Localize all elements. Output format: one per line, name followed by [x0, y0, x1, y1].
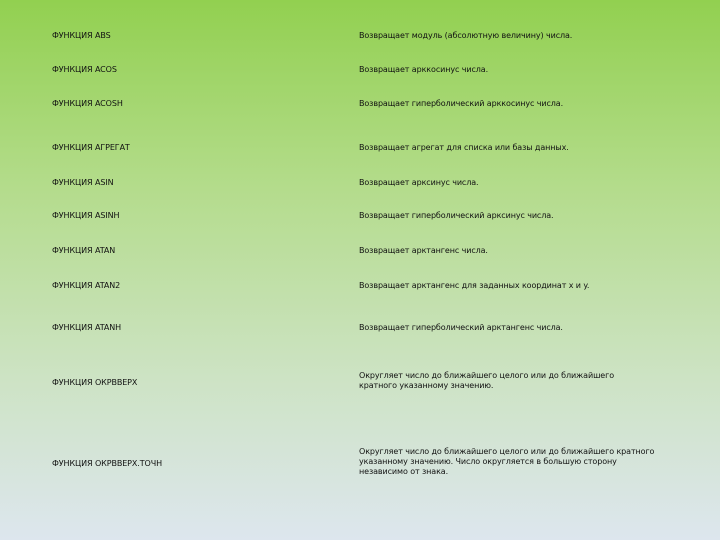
function-name: ФУНКЦИЯ ACOSH: [52, 99, 123, 108]
table-row: [0, 447, 720, 483]
function-description: Возвращает гиперболический арктангенс числа.: [359, 323, 563, 332]
function-description: Возвращает гиперболический арккосинус числа.: [359, 99, 564, 108]
function-description: Округляет число до ближайшего целого или до ближайшего кратного указанному значению. Число округляется в большую сторону независимо от знака.: [359, 447, 655, 476]
table-row: [0, 322, 720, 334]
function-description: Возвращает агрегат для списка или базы данных.: [359, 143, 569, 152]
function-name: ФУНКЦИЯ ASINH: [52, 211, 120, 220]
table-row: [0, 142, 720, 154]
function-name: ФУНКЦИЯ ОКРВВЕРХ.ТОЧН: [52, 459, 163, 468]
table-row: [0, 98, 720, 110]
function-description: Возвращает модуль (абсолютную величину) числа.: [359, 31, 573, 40]
table-row: [0, 64, 720, 76]
function-description: Округляет число до ближайшего целого или до ближайшего кратного указанному значению.: [359, 371, 615, 390]
function-name: ФУНКЦИЯ АГРЕГАТ: [52, 143, 130, 152]
function-name: ФУНКЦИЯ ATAN2: [52, 281, 121, 290]
function-name: ФУНКЦИЯ ОКРВВЕРХ: [52, 378, 138, 387]
table-row: [0, 30, 720, 42]
function-description: Возвращает арктангенс для заданных координат x и y.: [359, 281, 590, 290]
table-row: [0, 245, 720, 257]
function-description: Возвращает арккосинус числа.: [359, 65, 489, 74]
function-description: Возвращает арксинус числа.: [359, 178, 479, 187]
function-name: ФУНКЦИЯ ACOS: [52, 65, 117, 74]
table-row: [0, 280, 720, 292]
table-row: [0, 177, 720, 189]
table-row: [0, 371, 720, 397]
function-name: ФУНКЦИЯ ABS: [52, 31, 111, 40]
function-description: Возвращает гиперболический арксинус числа.: [359, 211, 554, 220]
function-description: Возвращает арктангенс числа.: [359, 246, 488, 255]
function-name: ФУНКЦИЯ ATAN: [52, 246, 116, 255]
function-name: ФУНКЦИЯ ASIN: [52, 178, 114, 187]
table-row: [0, 210, 720, 222]
function-name: ФУНКЦИЯ ATANH: [52, 323, 122, 332]
